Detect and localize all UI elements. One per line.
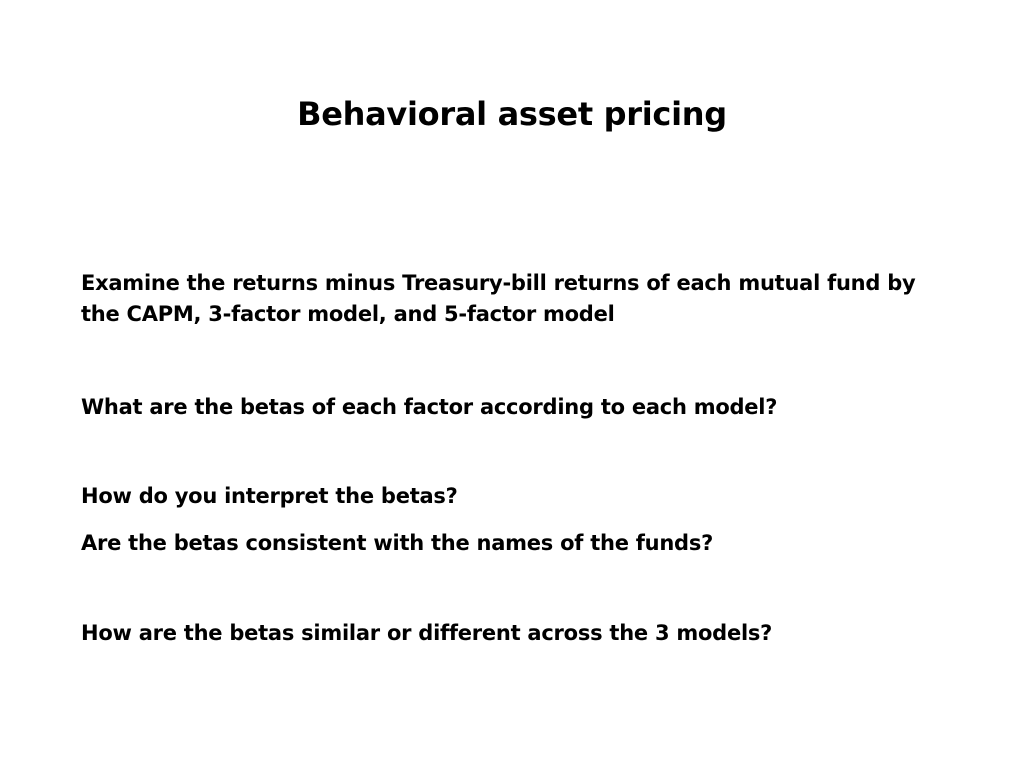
body-paragraph-consistent-names: Are the betas consistent with the names of the funds? <box>81 531 714 555</box>
body-paragraph-betas-question: What are the betas of each factor according to each model? <box>81 395 778 419</box>
body-paragraph-examine-returns: Examine the returns minus Treasury-bill returns of each mutual fund by the CAPM, 3-factor model, and 5-factor model <box>81 271 916 326</box>
body-paragraph-interpret-betas: How do you interpret the betas? <box>81 484 458 508</box>
slide-title: Behavioral asset pricing <box>297 95 727 133</box>
body-paragraph-compare-models: How are the betas similar or different across the 3 models? <box>81 621 773 645</box>
